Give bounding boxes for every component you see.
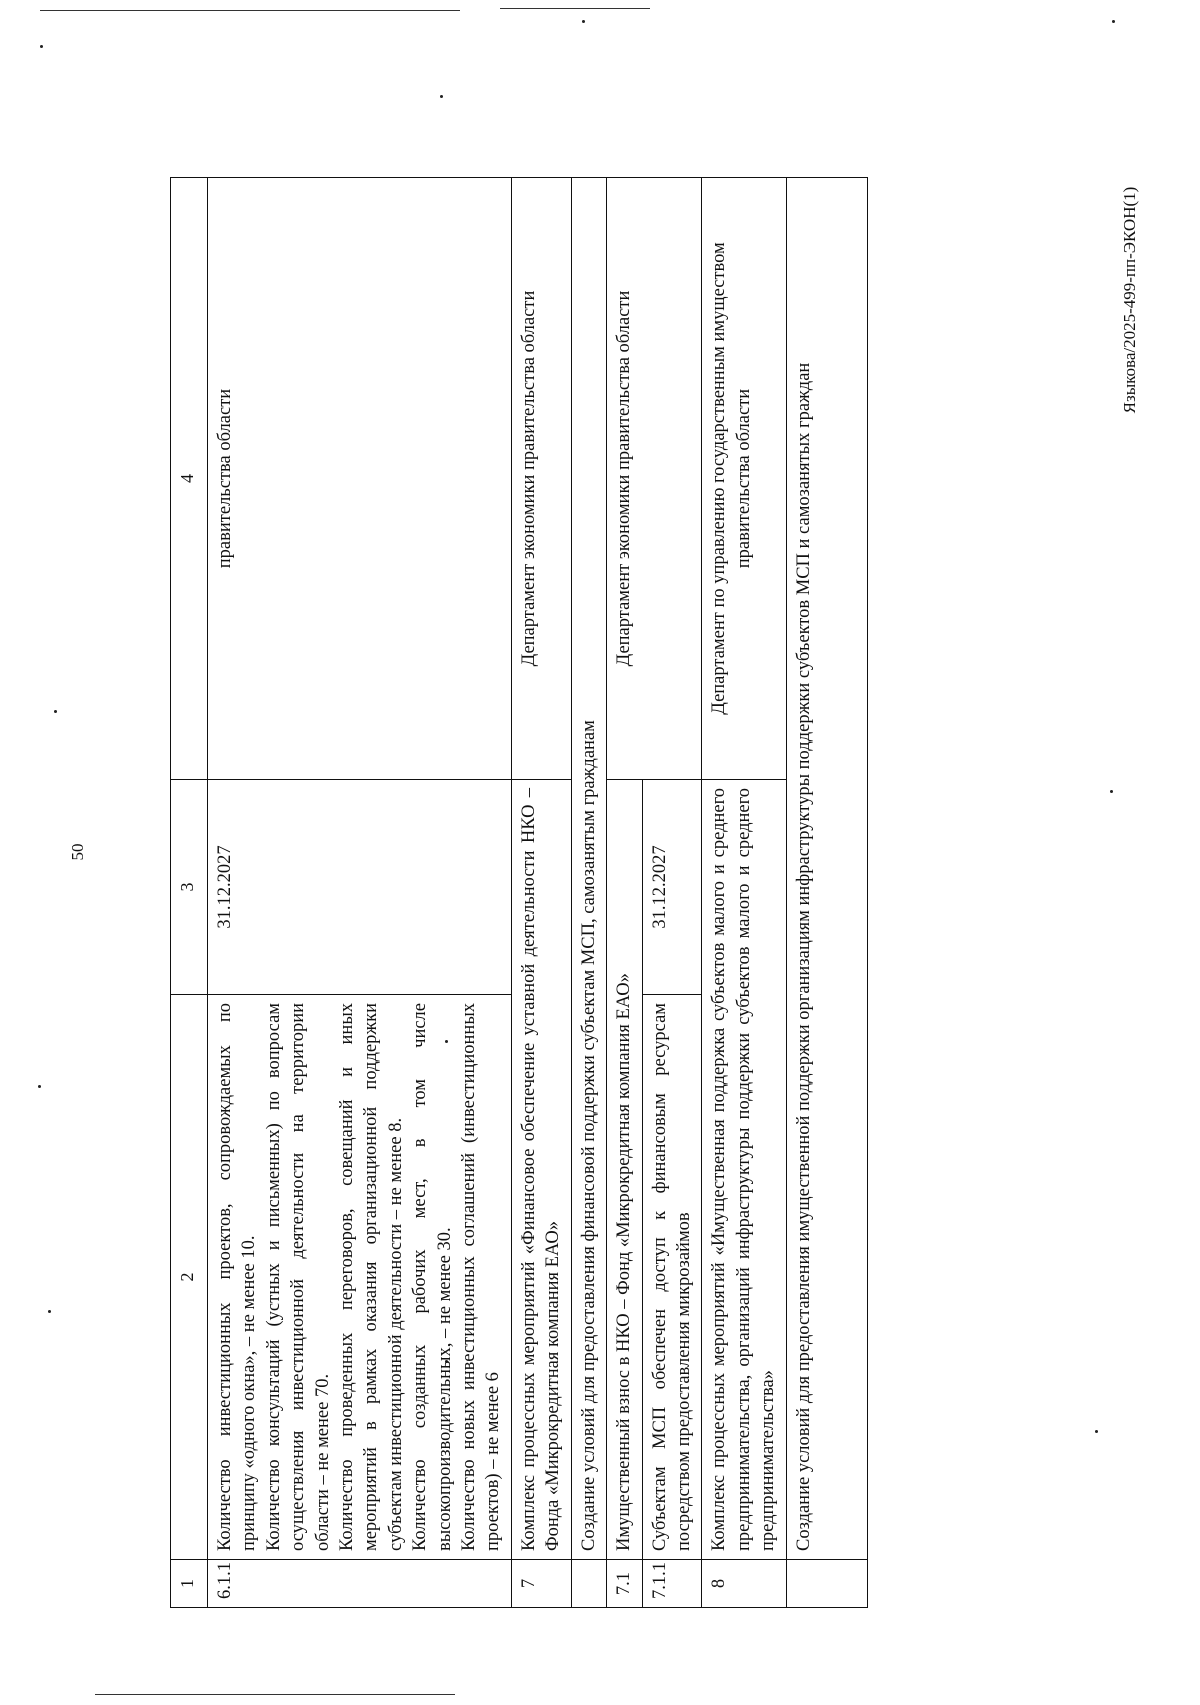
scan-speck bbox=[54, 710, 57, 713]
task-description: Создание условий для предоставления имущественной поддержки организациям инфраструктуры поддержки субъектов МСП и самозанятых граждан bbox=[786, 178, 867, 1560]
page-number: 50 bbox=[68, 843, 87, 861]
measure-complex-title: Комплекс процессных мероприятий «Финансовое обеспечение уставной деятельности НКО – Фонда «Микрокредитная компания ЕАО» bbox=[511, 780, 571, 1560]
table-row-8 bbox=[702, 178, 786, 1608]
scan-speck bbox=[582, 20, 585, 23]
table-row-7 bbox=[511, 178, 571, 1608]
indicator-item: Количество инвестиционных проектов, сопровождаемых по принципу «одного окна», – не менее 10. bbox=[215, 1003, 260, 1551]
scan-speck bbox=[1110, 790, 1113, 793]
responsible-executor: Департамент экономики правительства области bbox=[511, 178, 571, 780]
task-description: Создание условий для предоставления финансовой поддержки субъектам МСП, самозанятым гражданам bbox=[571, 178, 606, 1560]
measure-title: Имущественный взнос в НКО – Фонд «Микрокредитная компания ЕАО» bbox=[607, 780, 642, 1560]
scan-speck bbox=[1112, 20, 1115, 23]
scan-speck bbox=[40, 45, 43, 48]
table-row-7-1 bbox=[607, 178, 642, 1608]
responsible-executor: Департамент по управлению государственным имуществом правительства области bbox=[702, 178, 786, 780]
responsible-executor: правительства области bbox=[208, 178, 512, 780]
plan-table-container bbox=[170, 178, 1068, 1608]
scan-speck bbox=[38, 1085, 41, 1088]
header-col-2: 2 bbox=[171, 995, 208, 1560]
header-col-3: 3 bbox=[171, 780, 208, 995]
table-row-task bbox=[786, 178, 867, 1608]
indicator-item: Количество созданных рабочих мест, в том числе высокопроизводительных, – не менее 30. bbox=[410, 1003, 455, 1551]
row-number: 8 bbox=[702, 1560, 786, 1608]
table-header-row bbox=[171, 178, 208, 1608]
responsible-executor: Департамент экономики правительства области bbox=[607, 178, 702, 780]
scan-edge-line bbox=[40, 10, 460, 11]
result-description: Субъектам МСП обеспечен доступ к финансовым ресурсам посредством предоставления микрозаймов bbox=[642, 995, 702, 1560]
measure-complex-title: Комплекс процессных мероприятий «Имущественная поддержка субъектов малого и среднего предпринимательства, организаций инфраструктуры поддержки субъектов малого и среднего предпринимательства» bbox=[702, 780, 786, 1560]
indicator-list bbox=[208, 995, 512, 1560]
row-number: 7.1 bbox=[607, 1560, 642, 1608]
indicator-item: Количество новых инвестиционных соглашений (инвестиционных проектов) – не менее 6 bbox=[459, 1003, 504, 1551]
deadline-date: 31.12.2027 bbox=[642, 780, 702, 995]
indicator-item: Количество консультаций (устных и письменных) по вопросам осуществления инвестиционной деятельности на территории области – не менее 70. bbox=[263, 1003, 333, 1551]
scan-speck bbox=[1095, 1430, 1098, 1433]
document-code: Языкова/2025-499-пп-ЭКОН(1) bbox=[1120, 186, 1139, 414]
header-col-4: 4 bbox=[171, 178, 208, 780]
row-number: 7.1.1 bbox=[642, 1560, 702, 1608]
scan-edge-line bbox=[95, 1694, 455, 1695]
scan-edge-line bbox=[500, 8, 650, 9]
scan-speck bbox=[440, 95, 443, 98]
scan-speck bbox=[48, 1310, 51, 1313]
deadline-date: 31.12.2027 bbox=[208, 780, 512, 995]
indicator-item: Количество проведенных переговоров, совещаний и иных мероприятий в рамках оказания организационной поддержки субъектам инвестиционной деятельности – не менее 8. bbox=[337, 1003, 406, 1551]
header-col-1: 1 bbox=[171, 1560, 208, 1608]
table-row-task bbox=[571, 178, 606, 1608]
row-number: 6.1.1 bbox=[208, 1560, 512, 1608]
plan-table bbox=[170, 177, 868, 1608]
table-row-6-1-1 bbox=[208, 178, 512, 1608]
row-number: 7 bbox=[511, 1560, 571, 1608]
